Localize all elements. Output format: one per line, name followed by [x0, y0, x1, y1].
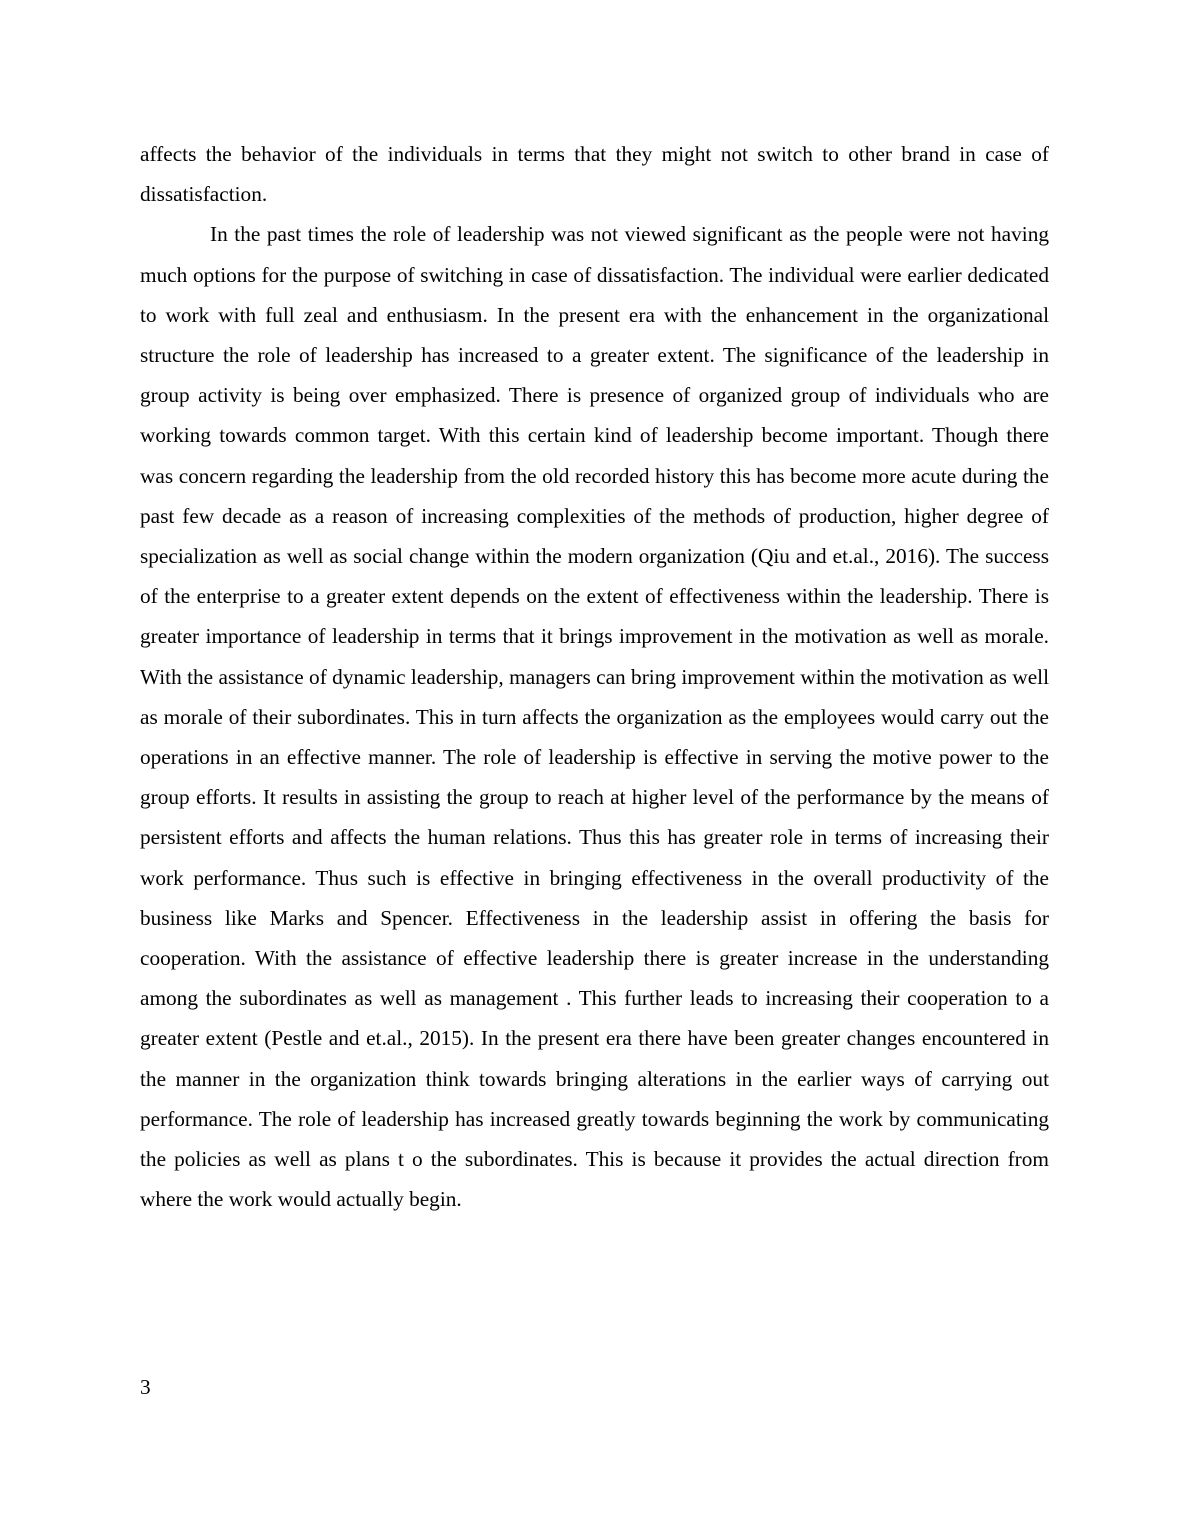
paragraph-continuation: affects the behavior of the individuals in terms that they might not switch to other brand in case of dissatisfaction. [140, 142, 1049, 207]
paragraph-leadership-role: In the past times the role of leadership was not viewed significant as the people were not having much options for the purpose of switching in case of dissatisfaction. The individual were earlier dedicated to work with full zeal and enthusiasm. In the present era with the enhancement in the organizational structure the role of leadership has increased to a greater extent. The significance of the leadership in group activity is being over emphasized. There is presence of organized group of individuals who are working towards common target. With this certain kind of leadership become important. Though there was concern regarding the leadership from the old recorded history this has become more acute during the past few decade as a reason of increasing complexities of the methods of production, higher degree of specialization as well as social change within the modern organization (Qiu and et.al., 2016). The success of the enterprise to a greater extent depends on the extent of effectiveness within the leadership. There is greater importance of leadership in terms that it brings improvement in the motivation as well as morale. With the assistance of dynamic leadership, managers can bring improvement within the motivation as well as morale of their subordinates. This in turn affects the organization as the employees would carry out the operations in an effective manner. The role of leadership is effective in serving the motive power to the group efforts. It results in assisting the group to reach at higher level of the performance by the means of persistent efforts and affects the human relations. Thus this has greater role in terms of increasing their work performance. Thus such is effective in bringing effectiveness in the overall productivity of the business like Marks and Spencer. Effectiveness in the leadership assist in offering the basis for cooperation. With the assistance of effective leadership there is greater increase in the understanding among the subordinates as well as management . This further leads to increasing their cooperation to a greater extent (Pestle and et.al., 2015). In the present era there have been greater changes encountered in the manner in the organization think towards bringing alterations in the earlier ways of carrying out performance. The role of leadership has increased greatly towards beginning the work by communicating the policies as well as plans t o the subordinates. This is because it provides the actual direction from where the work would actually begin. [140, 222, 1049, 1212]
body-text [140, 134, 1049, 1219]
page-number: 3 [140, 1375, 151, 1399]
